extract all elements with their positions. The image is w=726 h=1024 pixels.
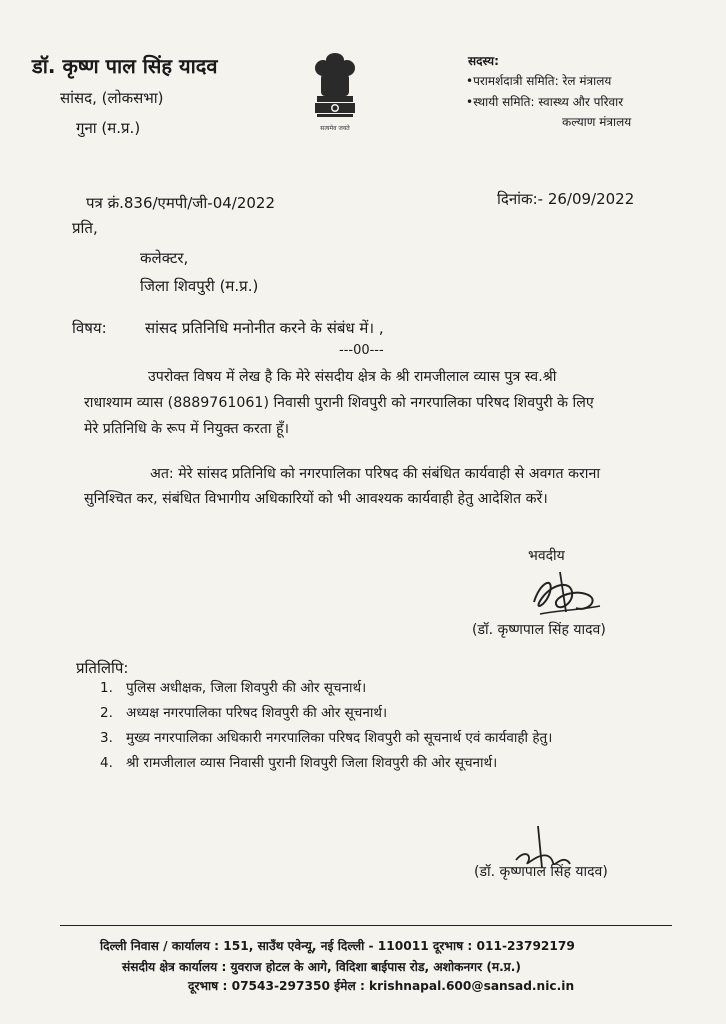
closing-salutation: भवदीय xyxy=(528,548,565,564)
membership-item: •परामर्शदात्री समिति: रेल मंत्रालय xyxy=(466,74,612,88)
list-item: 2. अध्यक्ष नगरपालिका परिषद शिवपुरी की ओर सूचनार्थ। xyxy=(100,705,388,721)
signature xyxy=(520,562,610,622)
signer-name: (डॉ. कृष्णपाल सिंह यादव) xyxy=(472,622,606,638)
sender-place: गुना (म.प्र.) xyxy=(76,119,141,137)
addressee-line: जिला शिवपुरी (म.प्र.) xyxy=(140,277,259,295)
subject-text: सांसद प्रतिनिधि मनोनीत करने के संबंध में। , xyxy=(145,319,384,337)
list-item: 3. मुख्य नगरपालिका अधिकारी नगरपालिका परिषद शिवपुरी को सूचनार्थ एवं कार्यवाही हेतु। xyxy=(100,730,553,746)
body-paragraph-line: राधाश्याम व्यास (8889761061) निवासी पुरानी शिवपुरी को नगरपालिका परिषद शिवपुरी के लिए xyxy=(84,395,594,411)
sender-name: डॉ. कृष्ण पाल सिंह यादव xyxy=(32,54,218,78)
body-paragraph-line: उपरोक्त विषय में लेख है कि मेरे संसदीय क्षेत्र के श्री रामजीलाल व्यास पुत्र स्व.श्री xyxy=(148,369,557,385)
footer-address-delhi: दिल्ली निवास / कार्यालय : 151, साउँथ एवेन्यू, नई दिल्ली - 110011 दूरभाष : 011-23792179 xyxy=(100,939,575,953)
letter-reference: पत्र क्रं.836/एमपी/जी-04/2022 xyxy=(86,194,276,212)
letter-date: दिनांक:- 26/09/2022 xyxy=(497,190,635,208)
emblem-caption: सत्यमेव जयते xyxy=(320,125,350,132)
subject-label: विषय: xyxy=(72,319,107,337)
sender-title: सांसद, (लोकसभा) xyxy=(60,89,164,107)
body-paragraph-line: मेरे प्रतिनिधि के रूप में नियुक्त करता हूँ। xyxy=(84,421,289,437)
footer-divider xyxy=(60,925,672,926)
list-item: 1. पुलिस अधीक्षक, जिला शिवपुरी की ओर सूचनार्थ। xyxy=(100,680,367,696)
state-emblem-icon xyxy=(305,50,365,136)
footer-contact: दूरभाष : 07543-297350 ईमेल : krishnapal.600@sansad.nic.in xyxy=(188,979,575,993)
membership-item-continued: कल्याण मंत्रालय xyxy=(562,115,632,129)
body-paragraph-line: अत: मेरे सांसद प्रतिनिधि को नगरपालिका परिषद की संबंधित कार्यवाही से अवगत कराना xyxy=(150,466,601,482)
separator: ---00--- xyxy=(339,343,384,358)
copy-heading: प्रतिलिपि: xyxy=(76,659,129,677)
body-paragraph-line: सुनिश्चित कर, संबंधित विभागीय अधिकारियों को भी आवश्यक कार्यवाही हेतु आदेशित करें। xyxy=(84,491,548,507)
membership-item: •स्थायी समिति: स्वास्थ्य और परिवार xyxy=(466,95,624,109)
list-item: 4. श्री रामजीलाल व्यास निवासी पुरानी शिवपुरी जिला शिवपुरी की ओर सूचनार्थ। xyxy=(100,755,498,771)
signer-name: (डॉ. कृष्णपाल सिंह यादव) xyxy=(474,864,608,880)
addressee-line: कलेक्टर, xyxy=(140,249,189,267)
copy-list xyxy=(100,676,552,776)
to-label: प्रति, xyxy=(72,219,98,237)
membership-heading: सदस्य: xyxy=(468,54,499,68)
footer-address-constituency: संसदीय क्षेत्र कार्यालय : युवराज होटल के आगे, विदिशा बाईपास रोड, अशोकनगर (म.प्र.) xyxy=(122,960,521,974)
